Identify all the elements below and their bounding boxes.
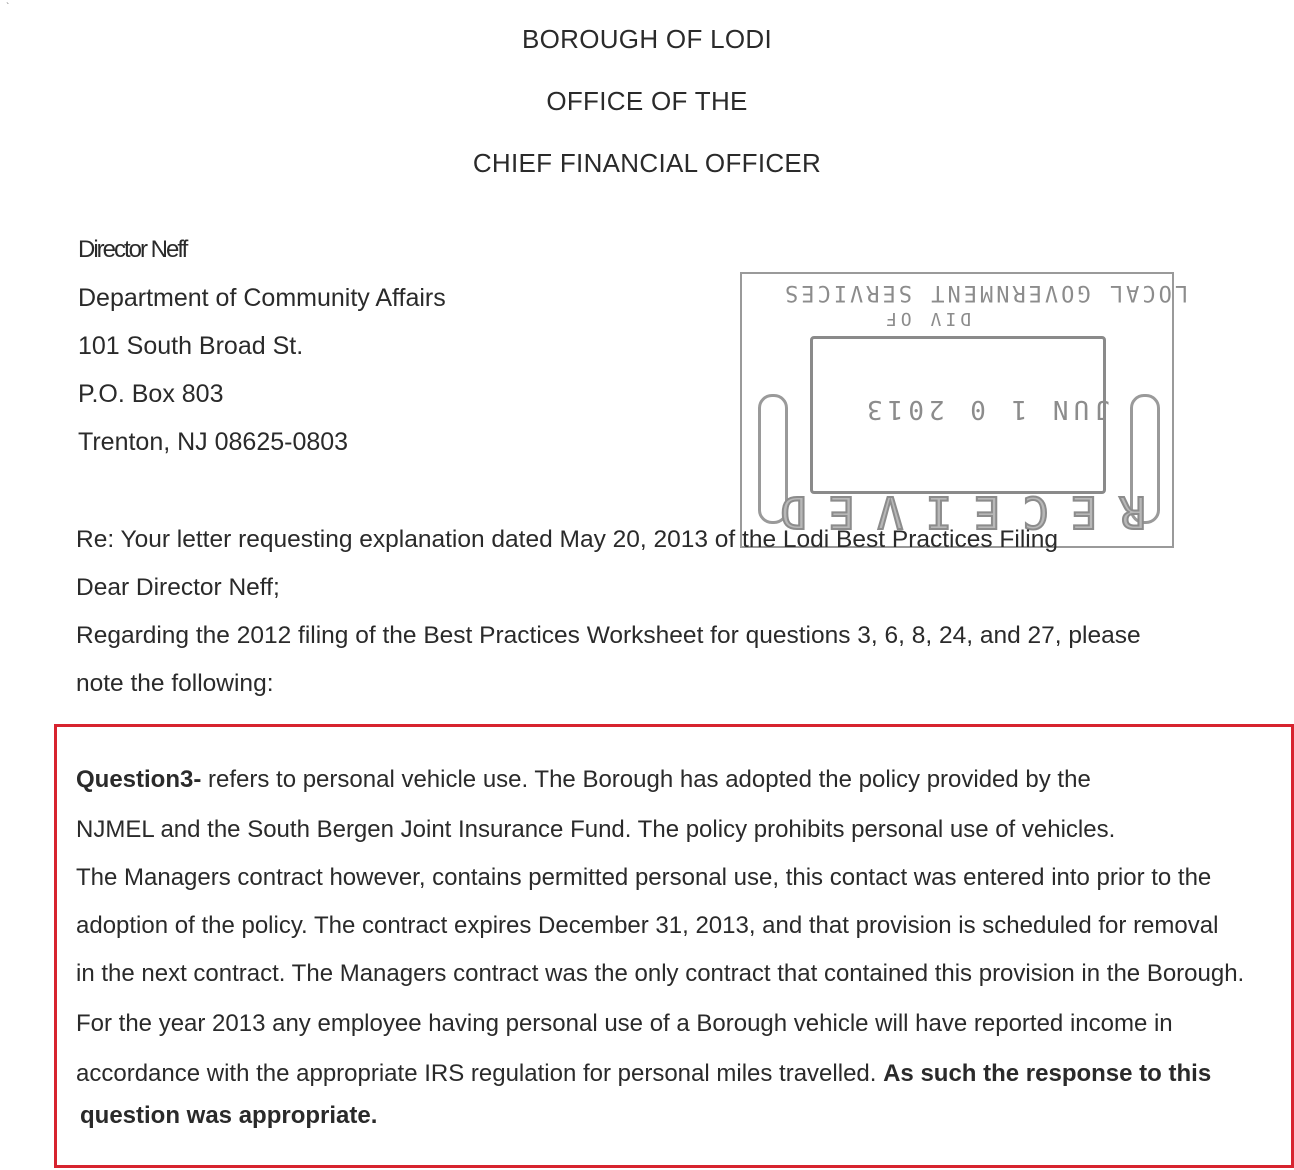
recipient-department: Department of Community Affairs [78, 284, 446, 312]
question3-conclusion-2: question was appropriate. [80, 1102, 378, 1129]
recipient-name: Director Neff [78, 236, 187, 263]
recipient-city: Trenton, NJ 08625-0803 [78, 428, 349, 456]
salutation: Dear Director Neff; [76, 574, 280, 601]
question3-line-1 [76, 766, 1091, 794]
header-office: OFFICE OF THE [546, 86, 748, 116]
question3-label: Question3- [76, 766, 202, 793]
question3-conclusion-1: As such the response to this [883, 1060, 1212, 1087]
header-borough: BOROUGH OF LODI [521, 24, 773, 54]
question3-text-7: accordance with the appropriate IRS regulation for personal miles travelled. [76, 1060, 884, 1087]
question3-text-1: refers to personal vehicle use. The Borough has adopted the policy provided by the [201, 766, 1091, 793]
question3-line-7 [76, 1060, 1211, 1088]
recipient-po-box: P.O. Box 803 [78, 380, 224, 408]
recipient-street: 101 South Broad St. [78, 332, 304, 360]
intro-line-1: Regarding the 2012 filing of the Best Practices Worksheet for questions 3, 6, 8, 24, and 27, please [76, 622, 1141, 649]
stamp-division-text: DIV OF [882, 308, 972, 329]
intro-line-2: note the following: [76, 670, 274, 697]
corner-mark: ` [6, 2, 10, 13]
stamp-agency-text: LOCAL GOVERNMENT SERVICES [782, 280, 1189, 305]
question3-line-4: adoption of the policy. The contract expires December 31, 2013, and that provision is scheduled for removal [76, 912, 1219, 939]
received-stamp [740, 272, 1189, 548]
re-line: Re: Your letter requesting explanation dated May 20, 2013 of the Lodi Best Practices Filing [76, 526, 1058, 553]
stamp-received-letters: RECEIVED [758, 486, 1146, 537]
question3-line-5: in the next contract. The Managers contract was the only contract that contained this provision in the Borough. [76, 960, 1245, 987]
question3-line-3: The Managers contract however, contains permitted personal use, this contact was entered into prior to the [76, 864, 1212, 891]
stamp-date: JUN 1 0 2013 [862, 394, 1110, 424]
header-cfo: CHIEF FINANCIAL OFFICER [472, 148, 822, 178]
question3-line-6: For the year 2013 any employee having personal use of a Borough vehicle will have reported income in [76, 1010, 1173, 1037]
question3-line-2: NJMEL and the South Bergen Joint Insurance Fund. The policy prohibits personal use of vehicles. [76, 816, 1116, 843]
